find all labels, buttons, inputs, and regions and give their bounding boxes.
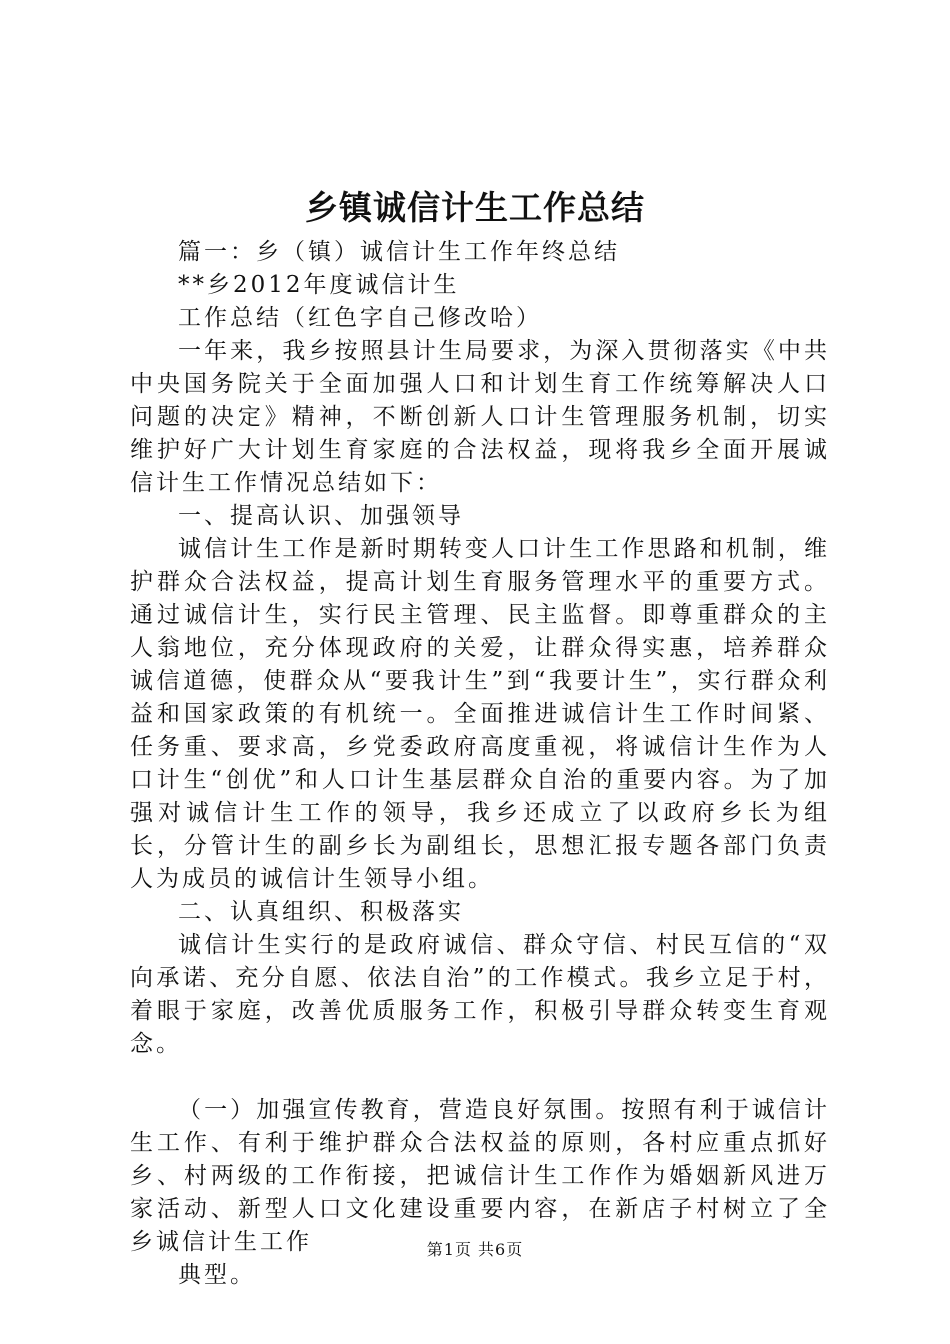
paragraph-leadership: 诚信计生工作是新时期转变人口计生工作思路和机制，维护群众合法权益，提高计划生育服务管理水平的重要方式。通过诚信计生，实行民主管理、民主监督。即尊重群众的主人翁地位，充分体现政府的关爱，让群众得实惠，培养群众诚信道德，使群众从“要我计生”到“我要计生”，实行群众利益和国家政策的有机统一。全面推进诚信计生工作时间紧、任务重、要求高，乡党委政府高度重视，将诚信计生作为人口计生“创优”和人口计生基层群众自治的重要内容。为了加强对诚信计生工作的领导，我乡还成立了以政府乡长为组长，分管计生的副乡长为副组长，思想汇报专题各部门负责人为成员的诚信计生领导小组。 [130,536,830,892]
section-heading-1: 一、提高认识、加强领导 [178,503,464,529]
subtitle-line: **乡2012年度诚信计生 [178,272,460,298]
paragraph-work-mode: 诚信计生实行的是政府诚信、群众守信、村民互信的“双向承诺、充分自愿、依法自治”的工作模式。我乡立足于村，着眼于家庭，改善优质服务工作，积极引导群众转变生育观念。 [130,932,830,1057]
section-heading-part-one: 篇一：乡（镇）诚信计生工作年终总结 [178,239,620,265]
paragraph-typical: 典型。 [178,1262,256,1288]
section-heading-2: 二、认真组织、积极落实 [178,899,464,925]
document-body [130,236,830,1292]
intro-paragraph: 一年来，我乡按照县计生局要求，为深入贯彻落实《中共中央国务院关于全面加强人口和计划生育工作统筹解决人口问题的决定》精神，不断创新人口计生管理服务机制，切实维护好广大计划生育家庭的合法权益，现将我乡全面开展诚信计生工作情况总结如下： [130,338,830,496]
page-footer: 第1页 共6页 [426,1240,524,1259]
subtitle-line-2: 工作总结（红色字自己修改哈） [178,305,542,331]
document-title: 乡镇诚信计生工作总结 [305,188,645,227]
paragraph-publicity: （一）加强宣传教育，营造良好氛围。按照有利于诚信计生工作、有利于维护群众合法权益的原则，各村应重点抓好乡、村两级的工作衔接，把诚信计生工作作为婚姻新风进万家活动、新型人口文化建设重要内容，在新店子村树立了全乡诚信计生工作 [130,1097,830,1255]
